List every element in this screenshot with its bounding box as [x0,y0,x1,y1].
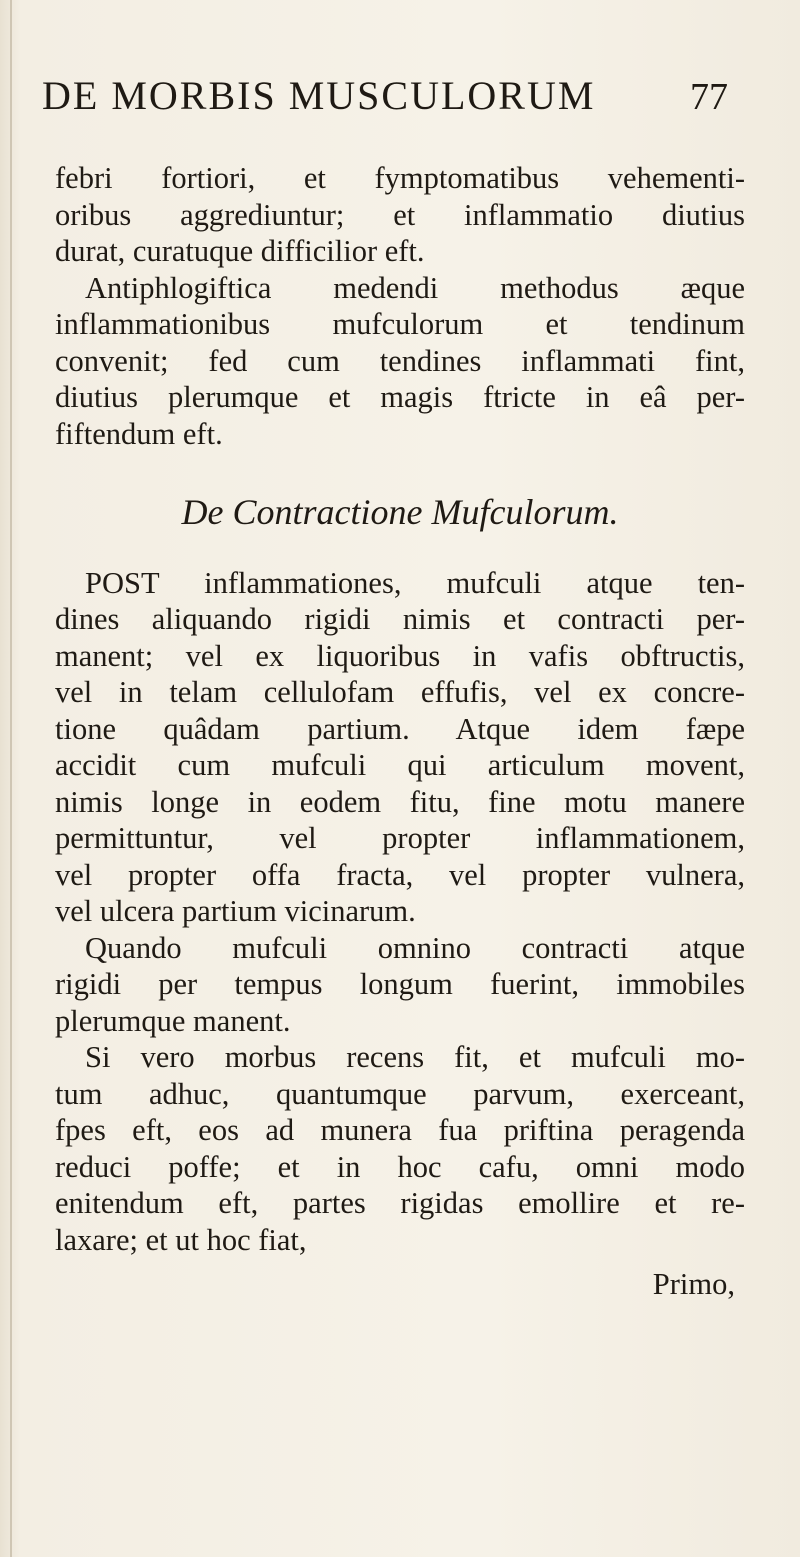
paragraph-3 [55,565,745,930]
text-line: tione quâdam partium. Atque idem fæpe [55,711,745,746]
text-line: oribus aggrediuntur; et inflammatio diutius [55,197,745,232]
text-line: vel propter offa fracta, vel propter vulnera, [55,857,745,892]
gutter-line [10,0,12,1557]
text-line: Antiphlogiftica medendi methodus æque [85,270,745,305]
running-head [42,72,762,119]
paragraph-1 [55,160,745,270]
text-line: vel ulcera partium vicinarum. [55,894,416,928]
text-line: rigidi per tempus longum fuerint, immobiles [55,967,745,1001]
text-line: permittuntur, vel propter inflammationem, [55,821,745,855]
text-line: febri fortiori, et fymptomatibus vehementi- [55,161,745,195]
text-line: vel in telam cellulofam effufis, vel ex concre- [55,675,745,709]
text-line: tum adhuc, quantumque parvum, exerceant, [55,1076,745,1111]
text-line: durat, curatuque difficilior eft. [55,234,425,268]
text-line: Si vero morbus recens fit, et mufculi mo- [85,1040,745,1074]
text-line: nimis longe in eodem fitu, fine motu manere [55,784,745,819]
body-text [55,160,745,1303]
text-line: enitendum eft, partes rigidas emollire et re- [55,1186,745,1220]
text-line: fpes eft, eos ad munera fua priftina peragenda [55,1113,745,1147]
text-line: laxare; et ut hoc fiat, [55,1222,307,1257]
text-line: diutius plerumque et magis ftricte in eâ per- [55,380,745,414]
text-line: dines aliquando rigidi nimis et contracti per- [55,602,745,636]
paragraph-5 [55,1039,745,1258]
text-line: reduci poffe; et in hoc cafu, omni modo [55,1149,745,1184]
text-line: inflammationibus mufculorum et tendinum [55,307,745,341]
text-line: POST inflammationes, mufculi atque ten- [85,565,745,600]
paragraph-4 [55,930,745,1040]
text-line: accidit cum mufculi qui articulum movent, [55,748,745,782]
paragraph-2 [55,270,745,453]
page-number: 77 [690,76,728,118]
running-title: DE MORBIS MUSCULORUM [42,73,596,118]
catchword: Primo, [652,1267,735,1301]
text-line: Quando mufculi omnino contracti atque [85,930,745,965]
text-line: fiftendum eft. [55,416,223,451]
text-line: plerumque manent. [55,1003,291,1038]
section-heading: De Contractione Mufculorum. [181,492,619,532]
text-line: convenit; fed cum tendines inflammati fint, [55,343,745,378]
text-line: manent; vel ex liquoribus in vafis obftructis, [55,638,745,673]
